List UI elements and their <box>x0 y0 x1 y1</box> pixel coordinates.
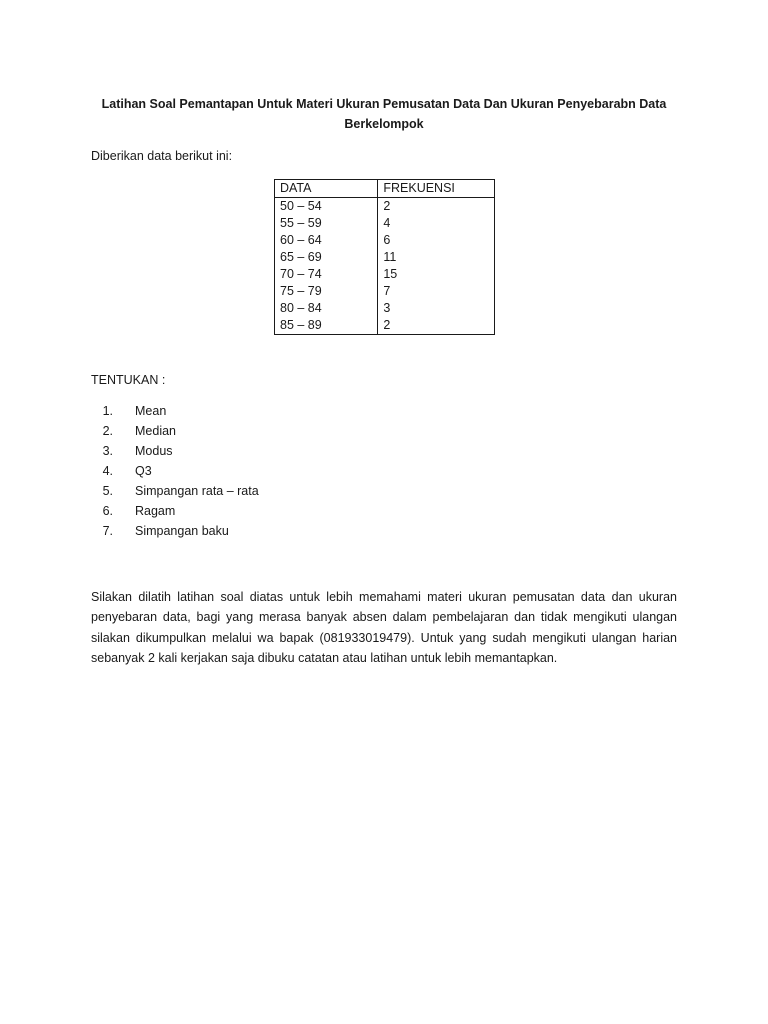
column-header-frekuensi: FREKUENSI <box>378 180 495 198</box>
frequency-table <box>274 179 495 335</box>
list-item <box>91 482 259 502</box>
table-row <box>275 317 495 335</box>
list-item <box>91 462 259 482</box>
list-item-number: 2. <box>102 424 113 438</box>
table-row <box>275 300 495 317</box>
cell-frekuensi: 4 <box>378 215 495 232</box>
table-header-row <box>275 180 495 198</box>
cell-data: 70 – 74 <box>275 266 378 283</box>
table-row <box>275 232 495 249</box>
table-row <box>275 249 495 266</box>
list-item-text: Mean <box>135 404 167 418</box>
list-item <box>91 502 259 522</box>
column-header-data: DATA <box>275 180 378 198</box>
list-item-text: Simpangan rata – rata <box>135 484 259 498</box>
list-item-number: 7. <box>102 524 113 538</box>
cell-data: 65 – 69 <box>275 249 378 266</box>
list-item-number: 5. <box>102 484 113 498</box>
cell-data: 55 – 59 <box>275 215 378 232</box>
task-list <box>91 402 259 542</box>
table-row <box>275 215 495 232</box>
table-row <box>275 283 495 300</box>
list-item-text: Q3 <box>135 464 152 478</box>
list-item <box>91 522 259 542</box>
cell-frekuensi: 11 <box>378 249 495 266</box>
cell-data: 80 – 84 <box>275 300 378 317</box>
list-item <box>91 442 259 462</box>
list-item-text: Modus <box>135 444 173 458</box>
list-item-text: Ragam <box>135 504 176 518</box>
cell-data: 60 – 64 <box>275 232 378 249</box>
cell-data: 75 – 79 <box>275 283 378 300</box>
cell-frekuensi: 15 <box>378 266 495 283</box>
list-item-number: 3. <box>102 444 113 458</box>
cell-frekuensi: 7 <box>378 283 495 300</box>
list-item-text: Median <box>135 424 176 438</box>
table-row <box>275 198 495 216</box>
tasks-heading: TENTUKAN : <box>91 373 166 387</box>
list-item-number: 6. <box>102 504 113 518</box>
cell-data: 85 – 89 <box>275 317 378 335</box>
document-title: Latihan Soal Pemantapan Untuk Materi Ukuran Pemusatan Data Dan Ukuran Penyebarabn Data Berkelompok <box>101 97 667 131</box>
list-item <box>91 422 259 442</box>
list-item-text: Simpangan baku <box>135 524 229 538</box>
cell-data: 50 – 54 <box>275 198 378 216</box>
list-item <box>91 402 259 422</box>
intro-text: Diberikan data berikut ini: <box>91 149 233 163</box>
cell-frekuensi: 2 <box>378 198 495 216</box>
list-item-number: 1. <box>102 404 113 418</box>
list-item-number: 4. <box>102 464 113 478</box>
cell-frekuensi: 2 <box>378 317 495 335</box>
closing-paragraph: Silakan dilatih latihan soal diatas untuk lebih memahami materi ukuran pemusatan data dan ukuran penyebaran data, bagi yang merasa banyak absen dalam pembelajaran dan tidak mengikuti ulangan silakan dikumpulkan melalui wa bapak (081933019479). Untuk yang sudah mengikuti ulangan harian sebanyak 2 kali kerjakan saja dibuku catatan atau latihan untuk lebih memantapkan. <box>91 590 677 666</box>
cell-frekuensi: 6 <box>378 232 495 249</box>
cell-frekuensi: 3 <box>378 300 495 317</box>
table-row <box>275 266 495 283</box>
